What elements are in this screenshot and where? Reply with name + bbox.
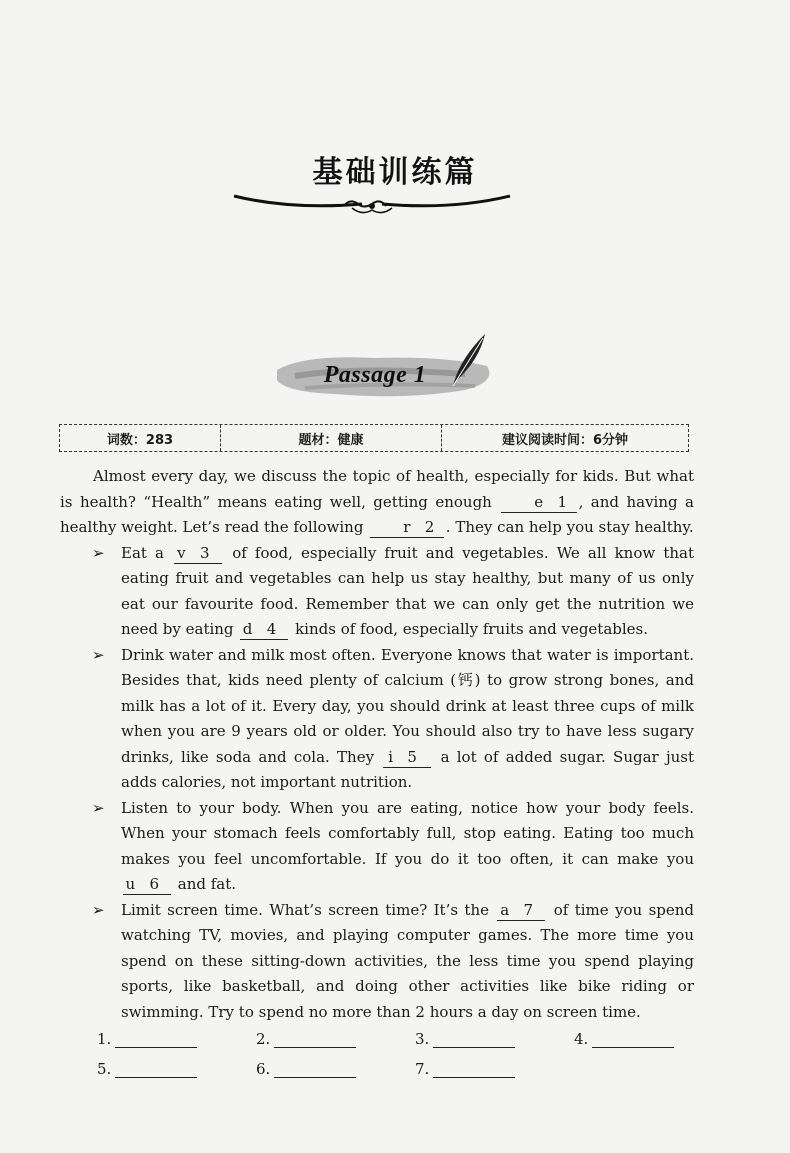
blank-6: u 6 bbox=[123, 874, 171, 895]
list-item: ➢ Limit screen time. What’s screen time? It’s the a 7 of time you spend watching TV, movies, and playing computer games. The more time you spend on these sitting-down activities, the less time you spend playing sports, like basketball, and doing other activities like bike riding or swimming. Try to spend no more than 2 hours a day on screen time. bbox=[60, 898, 694, 1026]
answer-2: 2. bbox=[256, 1030, 415, 1048]
list-item: ➢ Listen to your body. When you are eating, notice how your body feels. When your stomach feels comfortably full, stop eating. Eating too much makes you feel uncomfortable. If you do it too often, it can make you u 6 and fat. bbox=[60, 796, 694, 898]
title-ornament bbox=[232, 188, 512, 218]
list-item: ➢ Eat a v 3 of food, especially fruit and vegetables. We all know that eating fruit and vegetables can help us stay healthy, but many of us only eat our favourite food. Remember that we can only get the nutrition we need by eating d 4 kinds of food, especially fruits and vegetables. bbox=[60, 541, 694, 643]
arrow-bullet-icon: ➢ bbox=[92, 645, 105, 664]
answer-7: 7. bbox=[415, 1060, 574, 1078]
answer-5: 5. bbox=[97, 1060, 256, 1078]
list-item: ➢ Drink water and milk most often. Everyone knows that water is important. Besides that, kids need plenty of calcium (钙) to grow strong bones, and milk has a lot of it. Every day, you should drink at least three cups of milk when you are 9 years old or older. You should also try to have less sugary drinks, like soda and cola. They i 5 a lot of added sugar. Sugar just adds calories, not important nutrition. bbox=[60, 643, 694, 796]
answer-3: 3. bbox=[415, 1030, 574, 1048]
arrow-bullet-icon: ➢ bbox=[92, 798, 105, 817]
intro-paragraph: Almost every day, we discuss the topic of health, especially for kids. But what is health? “Health” means eating well, getting enough e 1 , and having a healthy weight. Let’s read the following r 2 . They can help you stay healthy. bbox=[60, 467, 694, 536]
word-count: 词数：283 bbox=[60, 425, 221, 451]
blank-1: e 1 bbox=[501, 492, 576, 513]
passage-body bbox=[60, 464, 694, 1025]
passage-title: Passage 1 bbox=[323, 362, 427, 388]
answer-section bbox=[97, 1018, 737, 1078]
section-title: 基础训练篇 bbox=[312, 155, 478, 190]
arrow-bullet-icon: ➢ bbox=[92, 900, 105, 919]
answer-row bbox=[97, 1018, 737, 1048]
answer-line[interactable] bbox=[592, 1031, 674, 1048]
topic: 题材：健康 bbox=[221, 425, 442, 451]
answer-4: 4. bbox=[574, 1030, 733, 1048]
answer-line[interactable] bbox=[274, 1031, 356, 1048]
reading-time: 建议阅读时间：6分钟 bbox=[501, 432, 629, 448]
answer-line[interactable] bbox=[115, 1061, 197, 1078]
arrow-bullet-icon: ➢ bbox=[92, 543, 105, 562]
blank-7: a 7 bbox=[497, 900, 545, 921]
answer-line[interactable] bbox=[433, 1061, 515, 1078]
blank-5: i 5 bbox=[383, 747, 431, 768]
answer-row bbox=[97, 1048, 737, 1078]
blank-2: r 2 bbox=[370, 517, 444, 538]
answer-line[interactable] bbox=[433, 1031, 515, 1048]
answer-6: 6. bbox=[256, 1060, 415, 1078]
blank-4: d 4 bbox=[240, 619, 288, 640]
feather-icon bbox=[445, 330, 490, 390]
answer-line[interactable] bbox=[274, 1061, 356, 1078]
blank-3: v 3 bbox=[174, 543, 222, 564]
answer-1: 1. bbox=[97, 1030, 256, 1048]
answer-line[interactable] bbox=[115, 1031, 197, 1048]
passage-info-bar bbox=[59, 424, 689, 452]
